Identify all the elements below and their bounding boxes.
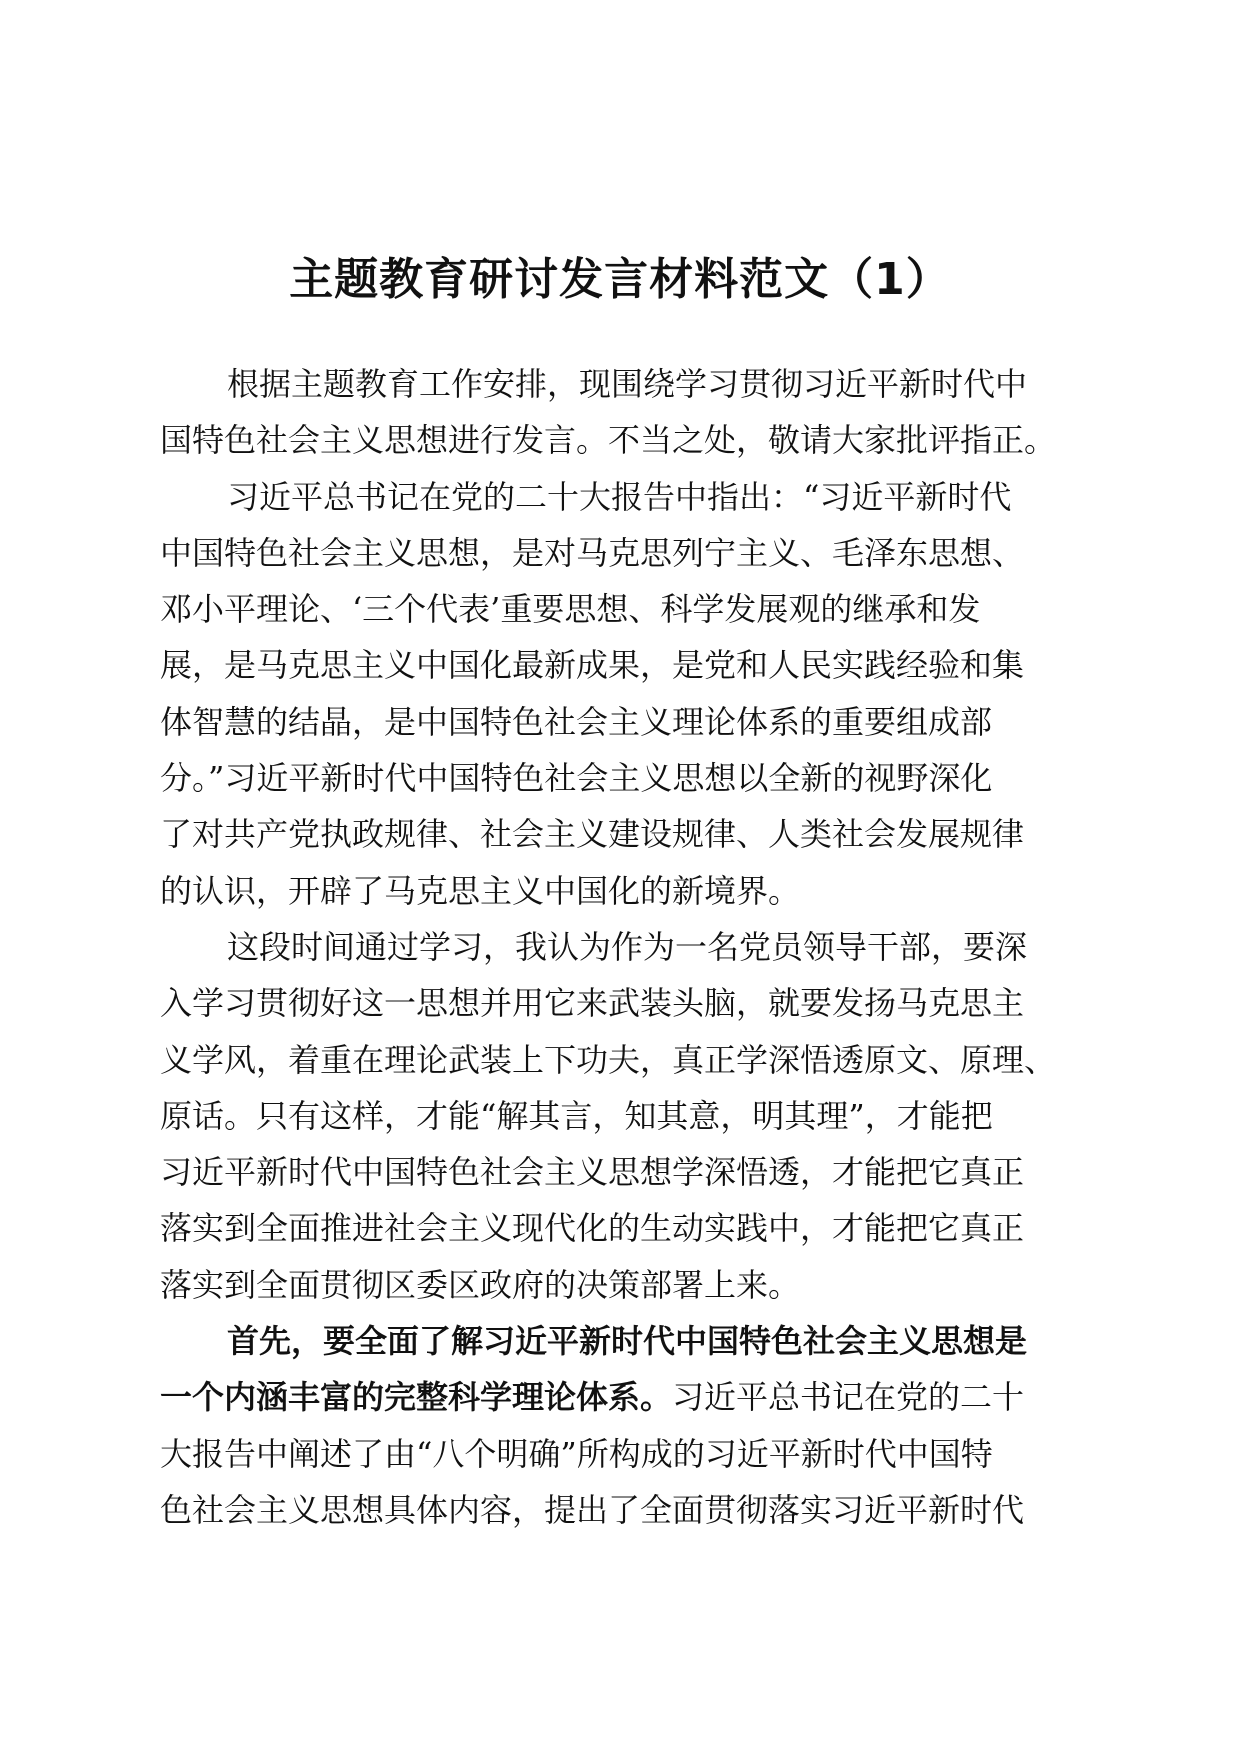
paragraph-1	[160, 356, 1080, 469]
paragraph-line: 落实到全面贯彻区委区政府的决策部署上来。	[160, 1265, 801, 1304]
paragraph-4	[160, 1313, 1080, 1538]
paragraph-line: 邓小平理论、‘三个代表’重要思想、科学发展观的继承和发	[160, 590, 981, 629]
paragraph-line: 原话。只有这样，才能“解其言，知其意，明其理”，才能把	[160, 1096, 993, 1135]
paragraph-heading-text: 一个内涵丰富的完整科学理论体系。	[160, 1378, 673, 1417]
paragraph-3	[160, 919, 1080, 1313]
paragraph-line: 分。”习近平新时代中国特色社会主义思想以全新的视野深化	[160, 759, 993, 798]
paragraph-2	[160, 469, 1080, 919]
paragraph-line: 色社会主义思想具体内容，提出了全面贯彻落实习近平新时代	[160, 1490, 1025, 1529]
paragraph-line: 习近平总书记在党的二十大报告中指出：“习近平新时代	[227, 477, 1012, 516]
paragraph-line: 习近平新时代中国特色社会主义思想学深悟透，才能把它真正	[160, 1153, 1025, 1192]
paragraph-line: 义学风，着重在理论武装上下功夫，真正学深悟透原文、原理、	[160, 1040, 1057, 1079]
paragraph-mixed-line	[160, 1369, 1080, 1425]
paragraph-line: 根据主题教育工作安排，现围绕学习贯彻习近平新时代中	[227, 365, 1028, 403]
paragraph-line: 中国特色社会主义思想，是对马克思列宁主义、毛泽东思想、	[160, 533, 1025, 572]
paragraph-line: 体智慧的结晶，是中国特色社会主义理论体系的重要组成部	[160, 702, 993, 741]
document-body	[160, 356, 1080, 1538]
document-title: 主题教育研讨发言材料范文（1）	[289, 254, 951, 305]
paragraph-line: 落实到全面推进社会主义现代化的生动实践中，才能把它真正	[160, 1209, 1025, 1248]
paragraph-line: 的认识，开辟了马克思主义中国化的新境界。	[160, 871, 801, 910]
paragraph-heading-line: 首先，要全面了解习近平新时代中国特色社会主义思想是	[227, 1322, 1028, 1361]
paragraph-line: 展，是马克思主义中国化最新成果，是党和人民实践经验和集	[160, 646, 1025, 685]
paragraph-line: 这段时间通过学习，我认为作为一名党员领导干部，要深	[227, 927, 1028, 966]
paragraph-line: 了对共产党执政规律、社会主义建设规律、人类社会发展规律	[160, 815, 1025, 854]
paragraph-line: 国特色社会主义思想进行发言。不当之处，敬请大家批评指正。	[160, 421, 1057, 460]
paragraph-line: 入学习贯彻好这一思想并用它来武装头脑，就要发扬马克思主	[160, 984, 1025, 1023]
paragraph-line: 大报告中阐述了由“八个明确”所构成的习近平新时代中国特	[160, 1434, 993, 1473]
paragraph-text: 习近平总书记在党的二十	[672, 1378, 1025, 1417]
